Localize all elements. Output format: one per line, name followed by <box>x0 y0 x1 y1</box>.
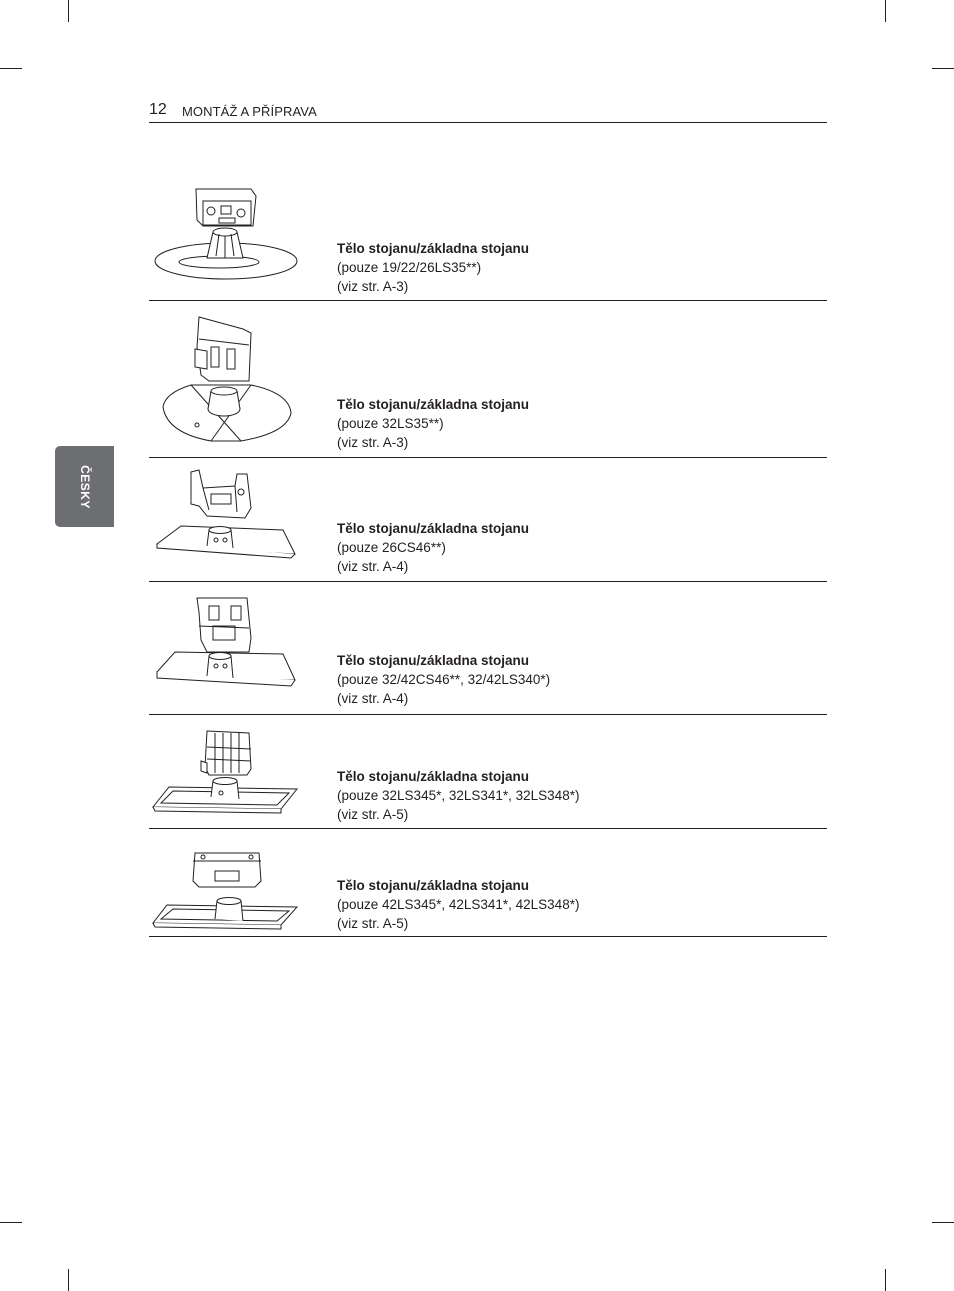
part-title: Tělo stojanu/základna stojanu <box>337 521 530 536</box>
part-title: Tělo stojanu/základna stojanu <box>337 769 530 784</box>
part-models: (pouze 19/22/26LS35**) <box>337 260 482 275</box>
part-description <box>337 519 529 576</box>
part-title: Tělo stojanu/základna stojanu <box>337 653 530 668</box>
list-item <box>149 170 827 301</box>
crop-mark <box>885 0 886 22</box>
list-item <box>149 582 827 715</box>
part-models: (pouze 42LS345*, 42LS341*, 42LS348*) <box>337 897 580 912</box>
page-header <box>149 100 827 123</box>
part-title: Tělo stojanu/základna stojanu <box>337 397 530 412</box>
list-item <box>149 301 827 458</box>
stand-rounded-base-icon <box>151 309 301 449</box>
crop-mark <box>885 1269 886 1291</box>
parts-list <box>149 170 827 937</box>
language-tab-label: ČESKY <box>77 464 92 509</box>
part-page-ref: (viz str. A-4) <box>337 691 409 706</box>
stand-tray-base-icon <box>151 727 301 819</box>
language-tab <box>55 446 114 527</box>
list-item <box>149 829 827 937</box>
stand-rect-base-icon <box>151 592 301 704</box>
part-models: (pouze 26CS46**) <box>337 540 446 555</box>
part-description <box>337 651 550 708</box>
part-description <box>337 767 579 824</box>
crop-mark <box>932 1222 954 1223</box>
part-page-ref: (viz str. A-5) <box>337 916 409 931</box>
list-item <box>149 458 827 582</box>
part-models: (pouze 32LS345*, 32LS341*, 32LS348*) <box>337 788 580 803</box>
part-title: Tělo stojanu/základna stojanu <box>337 878 530 893</box>
stand-oval-base-icon <box>151 184 301 289</box>
part-description <box>337 395 529 452</box>
part-page-ref: (viz str. A-3) <box>337 435 409 450</box>
part-description <box>337 876 579 933</box>
part-title: Tělo stojanu/základna stojanu <box>337 241 530 256</box>
part-page-ref: (viz str. A-3) <box>337 279 409 294</box>
part-models: (pouze 32LS35**) <box>337 416 444 431</box>
list-item <box>149 715 827 829</box>
part-page-ref: (viz str. A-4) <box>337 559 409 574</box>
stand-tray-base-icon <box>151 847 301 933</box>
page-number: 12 <box>149 101 167 118</box>
part-page-ref: (viz str. A-5) <box>337 807 409 822</box>
crop-mark <box>932 68 954 69</box>
section-title: MONTÁŽ A PŘÍPRAVA <box>182 104 317 119</box>
crop-mark <box>68 1269 69 1291</box>
part-models: (pouze 32/42CS46**, 32/42LS340*) <box>337 672 551 687</box>
crop-mark <box>68 0 69 22</box>
crop-mark <box>0 1222 22 1223</box>
stand-rect-base-icon <box>151 464 301 576</box>
crop-mark <box>0 68 22 69</box>
part-description <box>337 239 529 296</box>
